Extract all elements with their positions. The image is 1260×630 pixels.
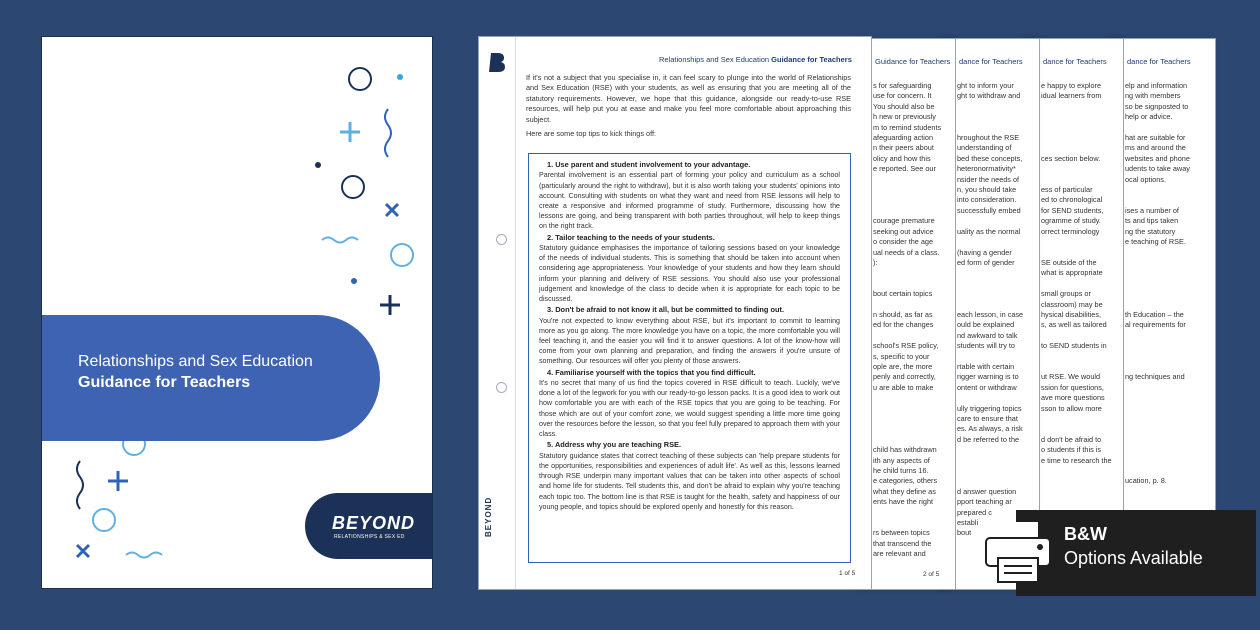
text-line	[873, 268, 941, 278]
text-line: th Education – the	[1125, 309, 1184, 319]
header-regular: Relationships and Sex Education	[659, 55, 772, 64]
text-line	[1125, 435, 1190, 445]
text-line: classroom) may be	[1041, 299, 1103, 309]
text-line	[957, 466, 1023, 476]
text-line: n their peers about	[873, 143, 934, 153]
text-line: ontent or withdraw	[957, 382, 1017, 392]
text-line: are relevant and	[873, 549, 926, 559]
text-line	[1125, 414, 1190, 424]
text-line	[1125, 248, 1190, 258]
text-line	[1041, 414, 1112, 424]
text-line: ts and tips taken	[1125, 216, 1179, 226]
text-line	[957, 102, 1023, 112]
text-line: ng techniques and	[1125, 372, 1185, 382]
text-line: s, as well as tailored	[1041, 320, 1107, 330]
tip-title: 5. Address why you are teaching RSE.	[547, 440, 682, 450]
badge-subtitle: Options Available	[1064, 548, 1203, 568]
cover-title: Relationships and Sex Education	[78, 353, 313, 370]
circle-shape	[391, 244, 413, 266]
text-line: understanding of	[957, 143, 1012, 153]
page-2	[860, 38, 956, 590]
x-shape	[77, 545, 89, 557]
squiggle-shape	[385, 109, 391, 157]
text-line: seeking out advice	[873, 226, 934, 236]
text-line: rtable with certain	[957, 361, 1015, 371]
tip-title: 4. Familiarise yourself with the topics that you find difficult.	[547, 367, 756, 377]
text-line	[1125, 383, 1190, 393]
text-line	[957, 237, 1023, 247]
text-line	[1125, 123, 1190, 133]
text-line: rs between topics	[873, 528, 930, 538]
text-line: ises a number of	[1125, 205, 1179, 215]
text-line: o consider the age	[873, 237, 934, 247]
text-line: al requirements for	[1125, 320, 1186, 330]
text-line: ully triggering topics	[957, 403, 1022, 413]
text-line	[873, 300, 941, 310]
text-line: n should, as far as	[873, 309, 933, 319]
text-line	[1125, 456, 1190, 466]
text-line	[873, 175, 941, 185]
text-line: ed for the changes	[873, 320, 934, 330]
tip-body: Statutory guidance emphasises the importance of tailoring sessions based on your knowledge of the needs of individual students. This is something that should be taken into account when considering age appropriateness. Your knowledge of your students and how they learn should inform your planning and delivery of RSE sessions. You should also use your professional judgement and knowledge of the class to decide when it is appropriate for each topic to be discussed.	[539, 244, 840, 304]
text-line: idual learners from	[1041, 91, 1102, 101]
text-line: ght to inform your	[957, 81, 1014, 90]
text-line	[1125, 466, 1190, 476]
text-line: es. As always, a risk	[957, 424, 1023, 434]
tip-body: Statutory guidance states that correct teaching of these subjects can 'help prepare students for the opportunities, responsibilities and experiences of adult life'. As well as this, lessons learned through RSE underpin many important values that can be taken into other aspects of school and home life for students. Tell students this, and don't be afraid to explain why you're teaching each topic too. The bottom line is that RSE is taught for the health, safety and happiness of our young people, and topics should be explored openly and honestly for this reason.	[539, 451, 840, 511]
text-line	[873, 195, 941, 205]
text-line	[1125, 352, 1190, 362]
text-line: s, specific to your	[873, 351, 930, 361]
text-line: hat are suitable for	[1125, 133, 1186, 143]
page-text	[873, 81, 941, 560]
text-line	[873, 518, 941, 528]
text-line	[1041, 133, 1112, 143]
text-line: bout	[957, 528, 972, 538]
text-line	[1125, 185, 1190, 195]
tip-title: 2. Tailor teaching to the needs of your students.	[547, 232, 715, 242]
page-4	[1028, 38, 1124, 512]
text-line: olicy and how this	[873, 153, 931, 163]
page-text	[1041, 81, 1112, 476]
text-line	[1125, 258, 1190, 268]
text-line: each lesson, in case	[957, 309, 1024, 319]
text-line: ith any aspects of	[873, 455, 930, 465]
text-line: d answer question	[957, 486, 1017, 496]
plus-shape	[340, 122, 360, 142]
plus-shape	[380, 295, 400, 315]
text-line	[873, 404, 941, 414]
text-line: elp and information	[1125, 81, 1188, 90]
page-number: 2 of 5	[923, 571, 940, 578]
wave-shape	[322, 238, 358, 243]
text-line: orrect terminology	[1041, 226, 1100, 236]
text-line: bed these concepts,	[957, 153, 1023, 163]
text-line	[1125, 393, 1190, 403]
badge-title: B&W	[1064, 524, 1107, 544]
dot-shape	[351, 278, 357, 284]
text-line: ut RSE. We would	[1041, 372, 1101, 382]
text-line	[957, 289, 1023, 299]
tip-title: 3. Don't be afraid to not know it all, but be committed to finding out.	[547, 305, 785, 315]
page-header: Guidance for Teachers	[875, 57, 951, 66]
text-line: d be referred to the	[957, 434, 1020, 444]
text-line: websites and phone	[1125, 153, 1190, 163]
text-line: to SEND students in	[1041, 341, 1107, 351]
text-line: ght to withdraw and	[957, 91, 1021, 101]
text-line: ms and around the	[1125, 143, 1186, 153]
dot-shape	[315, 162, 321, 168]
text-line	[873, 331, 941, 341]
text-line: ess of particular	[1041, 185, 1093, 195]
text-line	[1041, 466, 1112, 476]
text-line	[873, 206, 941, 216]
text-line: ould be explained	[957, 320, 1015, 330]
text-line: ogramme of study.	[1041, 216, 1101, 226]
beyond-logo: BEYOND	[332, 513, 416, 533]
text-line: ed to chronological	[1041, 195, 1103, 205]
text-line: what they define as	[873, 486, 936, 496]
text-line: ssion for questions,	[1041, 382, 1104, 392]
text-line: prepared c	[957, 507, 992, 517]
text-line: ople are, the more	[873, 361, 933, 371]
page-5	[1112, 38, 1216, 512]
text-line	[1125, 279, 1190, 289]
tip-title: 1. Use parent and student involvement to your advantage.	[547, 160, 751, 169]
text-line	[873, 279, 941, 289]
plus-shape	[108, 471, 128, 491]
text-line: ces section below.	[1041, 153, 1101, 163]
text-line: s for safeguarding	[873, 81, 932, 90]
text-line: that transcend the	[873, 538, 932, 548]
text-line	[1041, 248, 1112, 258]
text-line	[1125, 404, 1190, 414]
page-header: dance for Teachers	[1127, 57, 1191, 66]
text-line	[1041, 112, 1112, 122]
text-line: uality as the normal	[957, 226, 1021, 236]
intro-paragraph: If it's not a subject that you specialise in, it can feel scary to plunge into the world of Relationships and Sex Education (RSE) with your students, as well as ensuring that you are meeting all of the statutory requirements. However, we hope that this guidance, alongside our ready-to-use RSE resources, will help put you at ease and make you feel more comfortable about approaching this subject.	[526, 73, 851, 124]
text-line	[1041, 143, 1112, 153]
text-line	[873, 393, 941, 403]
text-line: ucation, p. 8.	[1125, 476, 1167, 486]
text-line: afeguarding action	[873, 133, 934, 143]
text-line: e happy to explore	[1041, 81, 1102, 90]
text-line: heteronormativity*	[957, 164, 1016, 174]
squiggle-shape	[77, 461, 83, 509]
text-line	[1041, 424, 1112, 434]
text-line	[1041, 237, 1112, 247]
text-line: d don't be afraid to	[1041, 434, 1102, 444]
text-line: e categories, others	[873, 476, 938, 486]
text-line	[873, 185, 941, 195]
text-line	[957, 123, 1023, 133]
text-line: nd awkward to talk	[957, 330, 1018, 340]
text-line	[957, 216, 1023, 226]
text-line: You should also be	[873, 101, 935, 111]
text-line: successfully embed	[957, 205, 1021, 215]
text-line: e time to research the	[1041, 455, 1112, 465]
text-line	[957, 279, 1023, 289]
text-line	[957, 445, 1023, 455]
text-line	[957, 300, 1023, 310]
text-line: pport teaching ar	[957, 497, 1012, 507]
text-line	[1041, 362, 1112, 372]
page-text	[1125, 81, 1190, 487]
text-line	[873, 435, 941, 445]
cover-subtitle: Guidance for Teachers	[78, 374, 251, 391]
text-line: what is appropriate	[1041, 268, 1103, 278]
text-line	[1125, 445, 1190, 455]
text-line: n, you should take	[957, 185, 1017, 195]
text-line: help or advice.	[1125, 112, 1173, 122]
vertical-brand: BEYOND	[484, 496, 493, 537]
text-line: for SEND students,	[1041, 205, 1104, 215]
text-line: nsider the needs of	[957, 174, 1020, 184]
text-line: h new or previously	[873, 112, 936, 122]
text-line	[1041, 123, 1112, 133]
text-line	[1041, 331, 1112, 341]
text-line: ):	[873, 257, 878, 267]
text-line: establi	[957, 518, 979, 528]
text-line: m to remind students	[873, 122, 942, 132]
text-line	[957, 112, 1023, 122]
text-line	[1125, 362, 1190, 372]
text-line	[873, 424, 941, 434]
text-line: use for concern. It	[873, 91, 932, 101]
text-line: bout certain topics	[873, 289, 933, 299]
text-line	[957, 456, 1023, 466]
circle-shape	[342, 176, 364, 198]
text-line: (having a gender	[957, 247, 1012, 257]
text-line: penly and correctly,	[873, 372, 936, 382]
text-line	[1041, 279, 1112, 289]
beyond-b-logo-icon	[488, 51, 506, 73]
tip-body: You're not expected to know everything about RSE, but it's important to commit to learning more as you go along. The more knowledge you have on a topic, the more comfortable you will feel teaching it, and the easier you will find it to answer questions. A lot of the know-how will come from your own planning and preparation, and finding the answers if you're unsure of something. Our resources will offer you plenty of those answers.	[539, 316, 840, 366]
page-number: 1 of 5	[839, 570, 856, 577]
text-line: e teaching of RSE.	[1125, 237, 1186, 247]
cover-page	[41, 36, 433, 589]
text-line: udents to take away	[1125, 164, 1190, 174]
text-line	[873, 508, 941, 518]
text-line	[1125, 268, 1190, 278]
tips-box	[528, 153, 851, 563]
page-header	[659, 55, 852, 64]
text-line	[1125, 195, 1190, 205]
text-line: ave more questions	[1041, 393, 1105, 403]
text-line: e reported. See our	[873, 164, 936, 174]
text-line: SE outside of the	[1041, 257, 1097, 267]
text-line: into consideration.	[957, 195, 1017, 205]
tip-body: Parental involvement is an essential part of forming your policy and curriculum as a school (particularly around the right to withdraw), but it is also worth taking your students' opinions into account. Consulting with students on what they want and need from RSE lessons will help to create a responsive and informed programme of study. Furthermore, discussing how the lessons are going, and being transparent with both parties throughout, will help to keep things on the right track.	[539, 171, 840, 231]
text-line: school's RSE policy,	[873, 341, 939, 351]
binding-strip	[479, 37, 516, 589]
punch-hole	[496, 234, 507, 245]
text-line: ed form of gender	[957, 257, 1015, 267]
text-line	[957, 476, 1023, 486]
text-line: o students if this is	[1041, 445, 1102, 455]
text-line: courage premature	[873, 216, 935, 226]
text-line	[873, 414, 941, 424]
text-line	[1125, 300, 1190, 310]
tips-lead: Here are some top tips to kick things off:	[526, 129, 657, 138]
page-header: dance for Teachers	[959, 57, 1023, 66]
wave-shape	[126, 553, 162, 558]
text-line	[957, 268, 1023, 278]
text-line	[1041, 175, 1112, 185]
text-line	[957, 393, 1023, 403]
tip-body: It's no secret that many of us find the topics covered in RSE difficult to teach. Luckily, we've done a lot of the legwork for you with our ready-to-go lesson packs. It is a good idea to work out how comfortable you are with each of the RSE topics that you are going to be teaching. For those which are out of your comfort zone, we would suggest spending a little more time going over the resources before the lesson, so that you feel fully prepared to approach them with your class.	[539, 379, 840, 439]
text-line	[1125, 424, 1190, 434]
text-line	[957, 352, 1023, 362]
text-line: so be signposted to	[1125, 101, 1189, 111]
dot-shape	[397, 74, 403, 80]
punch-hole	[496, 382, 507, 393]
circle-shape	[93, 509, 115, 531]
text-line	[1041, 352, 1112, 362]
text-line: students will try to	[957, 341, 1015, 351]
text-line	[1125, 331, 1190, 341]
text-line	[1041, 164, 1112, 174]
printer-icon	[984, 520, 1052, 584]
circle-shape	[349, 68, 371, 90]
page-3	[944, 38, 1040, 590]
header-bold: Guidance for Teachers	[771, 55, 852, 64]
beyond-logo-subtitle: RELATIONSHIPS & SEX ED	[334, 534, 405, 540]
text-line: child has withdrawn	[873, 445, 937, 455]
text-line	[1125, 341, 1190, 351]
text-line	[1041, 102, 1112, 112]
text-line: ng the statutory	[1125, 226, 1176, 236]
text-line: small groups or	[1041, 289, 1091, 299]
text-line: ents have the right	[873, 497, 934, 507]
text-line: rigger warning is to	[957, 372, 1019, 382]
page-text	[957, 81, 1023, 539]
text-line: ng with members	[1125, 91, 1181, 101]
x-shape	[386, 204, 398, 216]
text-line: ocal options.	[1125, 174, 1166, 184]
text-line: u are able to make	[873, 382, 934, 392]
text-line: hroughout the RSE	[957, 133, 1020, 143]
text-line	[1125, 289, 1190, 299]
text-line: care to ensure that	[957, 414, 1018, 423]
text-line: he child turns 16.	[873, 466, 929, 476]
text-line: sson to allow more	[1041, 403, 1102, 413]
page-header: dance for Teachers	[1043, 57, 1107, 66]
text-line: hysical disabilities,	[1041, 309, 1102, 319]
text-line: ual needs of a class.	[873, 247, 940, 257]
page-1	[478, 36, 872, 590]
